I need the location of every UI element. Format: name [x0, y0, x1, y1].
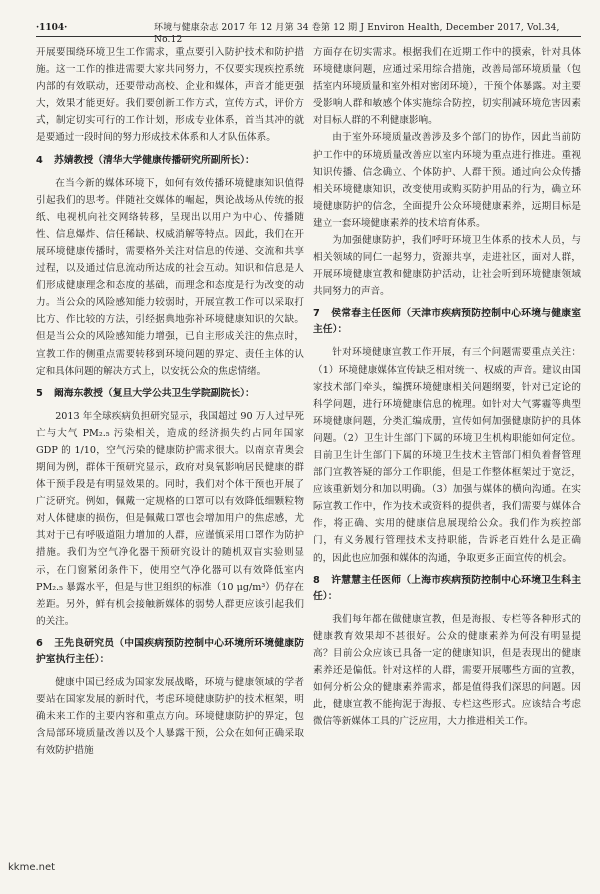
running-header	[36, 16, 581, 45]
journal-citation: 环境与健康杂志 2017 年 12 月第 34 卷第 12 期 J Environ Health, December 2017, Vol.34, No.12	[154, 23, 560, 45]
section-heading-8	[313, 573, 581, 605]
paragraph: 在当今新的媒体环境下，如何有效传播环境健康知识值得引起我们的思考。伴随社交媒体的崛起，舆论战场从传统的报纸、电视机向社交网络转移，呈现出以用户为中心、传播随性、信息爆炸、信任稀缺、权威消解等特点。因此，我们在开展环境健康传播时，需要格外关注对信息的传递、交流和共享过程，以及通过信息流动所达成的社会互动。知识和信息是人们形成健康理念和态度的基础，而理念和态度是行为改变的动力。当公众的风险感知能力较弱时，开展宣教工作可以采取打比方、作比较的方法，引经据典地弥补环境健康知识的欠缺。但是当公众的风险感知能力增强，已自主形成关注的焦点时，宣教工作的侧重点需要转移到环境问题的界定、责任主体的认定和具体问题的解决方式上，以安抚公众的焦虑情绪。	[36, 177, 304, 377]
section-number: 6	[36, 637, 43, 649]
section-heading-6	[36, 636, 304, 668]
section-title: 阚海东教授（复旦大学公共卫生学院副院长）：	[54, 387, 255, 399]
paragraph: 针对环境健康宣教工作开展，有三个问题需要重点关注：（1）环境健康媒体宣传缺乏相对统一、权威的声音。建议由国家技术部门牵头，编撰环境健康相关问题纲要，针对已定论的科学问题，进行环境健康信息的梳理。如针对大气雾霾等典型环境健康问题，分类汇编成册，宣传如何加强健康防护的具体问题。（2）卫生计生部门下属的环境卫生机构职能如何定位。目前卫生计生部门下属的环境卫生技术主管部门相负着督管理部门宣教答疑的部分工作职能，但是工作整体框架过于宽泛，应该重新划分和加以明确。（3）加强与媒体的横向沟通。在实际宣教工作中，作为技术或资料的提供者，我们需要与媒体合作，将正确、实用的健康信息展现给公众。我们作为疾控部门，有义务履行管理技术支持职能，告诉老百姓什么是正确的，因此也应加强和媒体的沟通，争取更多正面宣传的机会。	[313, 347, 581, 564]
section-heading-7	[313, 306, 581, 338]
paragraph: 为加强健康防护，我们呼吁环境卫生体系的技术人员，与相关领域的同仁一起努力，资源共享，走进社区，面对人群，开展环境健康宣教和健康防护活动，让社会听到环境健康领域共同努力的声音。	[313, 235, 581, 298]
section-title: 侯常春主任医师（天津市疾病预防控制中心环境与健康室主任）：	[313, 308, 581, 336]
section-title: 许慧慧主任医师（上海市疾病预防控制中心环境卫生科主任）：	[313, 574, 581, 602]
paragraph: 由于室外环境质量改善涉及多个部门的协作，因此当前防护工作中的环境质量改善应以室内环境为重点进行推进。重视知识传播、信念确立、个体防护、人群干预。通过向公众传播相关环境健康知识，改变使用或购买防护用品的行为，确立环境健康防护的信念，全面提升公众环境健康素养，远期目标是建立一套环境健康素养的技术培育体系。	[313, 132, 581, 229]
section-number: 8	[313, 574, 320, 586]
paragraph: 健康中国已经成为国家发展战略，环境与健康领域的学者要站在国家发展的新时代，考虑环境健康防护的技术框架，明确未来工作的主要内容和重点方向。环境健康防护的界定，包含局部环境质量改善以及个人暴露干预，公众在如何正确采取有效防护措施	[36, 676, 304, 757]
left-column	[36, 44, 304, 864]
section-heading-5	[36, 386, 304, 402]
site-watermark: kkme.net	[8, 862, 56, 873]
header-divider	[36, 36, 581, 37]
section-number: 5	[36, 387, 43, 399]
paragraph-continued: 方面存在切实需求。根据我们在近期工作中的摸索，针对具体环境健康问题，应通过采用综合措施，改善局部环境质量（包括室内环境质量和室外相对密闭环境），干预个体暴露。对主要受影响人群和敏感个体实施综合防控，切实削减环境危害因素对目标人群的不利健康影响。	[313, 47, 581, 127]
section-title: 王先良研究员（中国疾病预防控制中心环境所环境健康防护室执行主任）：	[36, 637, 304, 665]
section-number: 4	[36, 154, 43, 166]
right-column	[313, 44, 581, 864]
section-heading-4	[36, 153, 304, 169]
paragraph: 我们每年都在做健康宣教，但是海报、专栏等各种形式的健康教育效果却不甚很好。公众的健康素养为何没有明显提高？目前公众应该已具备一定的健康知识，但是表现出的健康素养还是偏低。针对这样的人群，需要开展哪些方面的宣教，如何分析公众的健康素养需求，都是值得我们深思的问题。因此，健康宣教不能拘泥于海报、专栏这些形式。应该结合考虑微信等新媒体工具的广泛应用，大力推进相关工作。	[313, 613, 581, 728]
paragraph: 2013 年全球疾病负担研究显示，我国超过 90 万人过早死亡与大气 PM₂.₅ 污染相关，造成的经济损失约占同年国家 GDP 的 1/10，空气污染的健康防护需求很大。以南京青奥会期间为例，群体干预研究显示，政府对臭氧影响居民健康的群体干预手段是有明显效果的。同时，我们对个体干预也开展了广泛研究。例如，佩戴一定规格的口罩可以有效降低细颗粒物对人体健康的损伤，但是佩戴口罩也会增加用户的焦虑感，尤其对于已有呼吸道阻力增加的人群，应谨慎采用口罩作为防护措施。我们为空气净化器干预研究设计的随机双盲实验则显示，在门窗紧闭条件下，使用空气净化器可以有效降低室内 PM₂.₅ 暴露水平，但是与世卫组织的标准（10 μg/m³）仍存在差距。另外，鲜有机会接触新媒体的弱势人群更应该引起我们的关注。	[36, 410, 304, 627]
section-title: 苏婧教授（清华大学健康传播研究所副所长）：	[54, 154, 255, 166]
page-number: ·1104·	[36, 23, 68, 33]
section-number: 7	[313, 308, 320, 320]
paragraph-continued: 开展要围绕环境卫生工作需求，重点要引入防护技术和防护措施。这一工作的推进需要大家共同努力，不仅要实现疾控系统内部的有效联动，还要带动高校、企业和媒体，声音才能更强大，效果才能更好。我们要创新工作方式，宣传方式，评价方式，制定切实可行的工作计划，形成专业体系，首当其冲的就是要通过一段时间的努力形成技术体系和人才队伍体系。	[36, 47, 304, 144]
